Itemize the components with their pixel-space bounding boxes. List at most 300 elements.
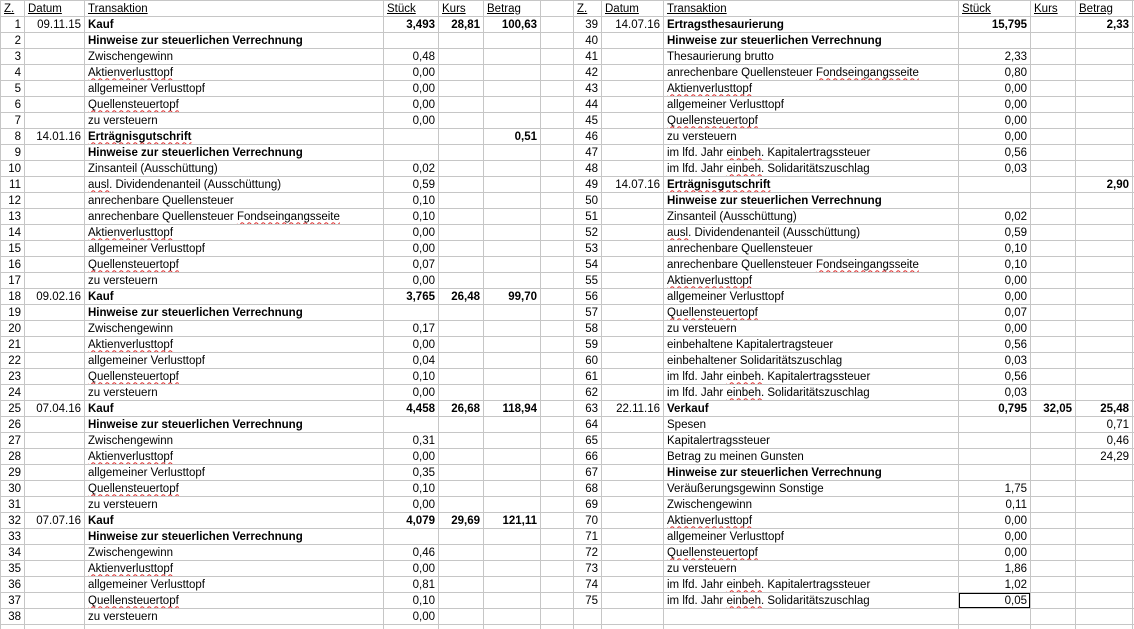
cell-stueck[interactable]: 0,07: [384, 257, 439, 273]
cell-kurs[interactable]: [439, 209, 484, 225]
cell-row-number[interactable]: 17: [1, 273, 25, 289]
cell-datum[interactable]: [602, 449, 664, 465]
cell-kurs[interactable]: 26,68: [439, 401, 484, 417]
cell-transaktion[interactable]: Hinweise zur steuerlichen Verrechnung: [85, 417, 384, 433]
cell-transaktion[interactable]: Kauf: [85, 17, 384, 33]
cell-kurs[interactable]: [439, 273, 484, 289]
cell-stueck[interactable]: 0,00: [959, 97, 1031, 113]
cell-datum[interactable]: [25, 305, 85, 321]
cell-spacer[interactable]: [541, 529, 574, 545]
column-header-transaktion[interactable]: Transaktion: [85, 1, 384, 17]
cell-transaktion[interactable]: [664, 545, 959, 561]
column-header-z[interactable]: Z.: [1, 1, 25, 17]
cell-spacer[interactable]: [541, 609, 574, 625]
cell-transaktion[interactable]: Kauf: [85, 513, 384, 529]
cell-transaktion[interactable]: [664, 305, 959, 321]
cell-row-number[interactable]: 58: [574, 321, 602, 337]
cell-betrag[interactable]: [484, 321, 541, 337]
cell-transaktion[interactable]: Hinweise zur steuerlichen Verrechnung: [664, 33, 959, 49]
cell-betrag[interactable]: [484, 337, 541, 353]
cell-betrag[interactable]: [484, 225, 541, 241]
cell-kurs[interactable]: [1031, 65, 1076, 81]
cell-kurs[interactable]: [439, 337, 484, 353]
cell-datum[interactable]: [25, 65, 85, 81]
cell-stueck[interactable]: [959, 33, 1031, 49]
column-header-kurs[interactable]: Kurs: [1031, 1, 1076, 17]
cell-row-number[interactable]: 27: [1, 433, 25, 449]
cell-betrag[interactable]: [1076, 481, 1133, 497]
cell-stueck[interactable]: 0,10: [384, 481, 439, 497]
cell-kurs[interactable]: [439, 129, 484, 145]
cell-datum[interactable]: [25, 481, 85, 497]
cell-row-number[interactable]: 21: [1, 337, 25, 353]
cell-kurs[interactable]: [439, 625, 484, 629]
cell-datum[interactable]: [25, 545, 85, 561]
cell-betrag[interactable]: [484, 417, 541, 433]
cell-betrag[interactable]: [1076, 545, 1133, 561]
cell-row-number[interactable]: 51: [574, 209, 602, 225]
cell-transaktion[interactable]: Betrag zu meinen Gunsten: [664, 449, 959, 465]
cell-stueck[interactable]: [959, 625, 1031, 629]
cell-transaktion[interactable]: zu versteuern: [85, 113, 384, 129]
cell-transaktion[interactable]: [85, 449, 384, 465]
cell-transaktion[interactable]: Hinweise zur steuerlichen Verrechnung: [85, 305, 384, 321]
cell-betrag[interactable]: [484, 209, 541, 225]
cell-stueck[interactable]: 1,02: [959, 577, 1031, 593]
cell-row-number[interactable]: 23: [1, 369, 25, 385]
cell-row-number[interactable]: 71: [574, 529, 602, 545]
cell-transaktion[interactable]: im lfd. Jahr einbeh. Solidaritätszuschlag: [664, 593, 959, 609]
cell-transaktion[interactable]: zu versteuern: [85, 497, 384, 513]
cell-stueck[interactable]: 0,03: [959, 353, 1031, 369]
cell-betrag[interactable]: [1076, 321, 1133, 337]
cell-betrag[interactable]: [1076, 273, 1133, 289]
cell-kurs[interactable]: [1031, 593, 1076, 609]
cell-datum[interactable]: [25, 465, 85, 481]
column-header-betrag[interactable]: Betrag: [1076, 1, 1133, 17]
cell-transaktion[interactable]: einbehaltener Solidaritätszuschlag: [664, 353, 959, 369]
cell-spacer[interactable]: [541, 17, 574, 33]
cell-betrag[interactable]: [1076, 241, 1133, 257]
cell-betrag[interactable]: [484, 241, 541, 257]
cell-datum[interactable]: [25, 385, 85, 401]
cell-stueck[interactable]: 0,00: [384, 113, 439, 129]
cell-transaktion[interactable]: Verkauf: [664, 401, 959, 417]
cell-stueck[interactable]: 0,00: [384, 225, 439, 241]
cell-spacer[interactable]: [541, 161, 574, 177]
cell-kurs[interactable]: [439, 545, 484, 561]
cell-kurs[interactable]: [1031, 449, 1076, 465]
cell-transaktion[interactable]: allgemeiner Verlusttopf: [85, 577, 384, 593]
cell-datum[interactable]: [25, 561, 85, 577]
cell-datum[interactable]: [602, 481, 664, 497]
cell-transaktion[interactable]: [85, 65, 384, 81]
cell-datum[interactable]: [602, 225, 664, 241]
cell-datum[interactable]: [602, 433, 664, 449]
cell-stueck[interactable]: [384, 33, 439, 49]
cell-betrag[interactable]: [1076, 561, 1133, 577]
cell-transaktion[interactable]: [85, 337, 384, 353]
cell-datum[interactable]: [602, 369, 664, 385]
cell-datum[interactable]: [25, 625, 85, 629]
cell-datum[interactable]: 09.11.15: [25, 17, 85, 33]
cell-betrag[interactable]: [484, 497, 541, 513]
cell-stueck[interactable]: 0,03: [959, 385, 1031, 401]
cell-stueck[interactable]: 0,00: [959, 273, 1031, 289]
cell-kurs[interactable]: [1031, 113, 1076, 129]
cell-datum[interactable]: [602, 513, 664, 529]
cell-spacer[interactable]: [541, 577, 574, 593]
cell-stueck[interactable]: 0,48: [384, 49, 439, 65]
cell-row-number[interactable]: 73: [574, 561, 602, 577]
cell-spacer[interactable]: [541, 97, 574, 113]
cell-row-number[interactable]: 3: [1, 49, 25, 65]
cell-datum[interactable]: [25, 433, 85, 449]
cell-row-number[interactable]: 33: [1, 529, 25, 545]
cell-betrag[interactable]: [484, 81, 541, 97]
cell-row-number[interactable]: 5: [1, 81, 25, 97]
cell-betrag[interactable]: 2,90: [1076, 177, 1133, 193]
cell-datum[interactable]: [602, 273, 664, 289]
cell-betrag[interactable]: [1076, 33, 1133, 49]
cell-kurs[interactable]: [1031, 161, 1076, 177]
cell-stueck[interactable]: 0,00: [384, 241, 439, 257]
cell-row-number[interactable]: 36: [1, 577, 25, 593]
cell-kurs[interactable]: [439, 65, 484, 81]
cell-datum[interactable]: [25, 209, 85, 225]
cell-stueck[interactable]: 4,079: [384, 513, 439, 529]
selected-cell[interactable]: 0,05: [959, 593, 1031, 609]
cell-transaktion[interactable]: einbehaltene Kapitalertragsteuer: [664, 337, 959, 353]
cell-kurs[interactable]: [1031, 433, 1076, 449]
cell-kurs[interactable]: [1031, 49, 1076, 65]
cell-betrag[interactable]: [484, 33, 541, 49]
cell-row-number[interactable]: 14: [1, 225, 25, 241]
cell-kurs[interactable]: [439, 97, 484, 113]
cell-datum[interactable]: [602, 305, 664, 321]
cell-transaktion[interactable]: zu versteuern: [664, 561, 959, 577]
cell-row-number[interactable]: 62: [574, 385, 602, 401]
cell-transaktion[interactable]: [664, 177, 959, 193]
cell-datum[interactable]: [602, 353, 664, 369]
cell-stueck[interactable]: 0,07: [959, 305, 1031, 321]
cell-kurs[interactable]: 32,05: [1031, 401, 1076, 417]
cell-transaktion[interactable]: zu versteuern: [664, 321, 959, 337]
cell-spacer[interactable]: [541, 625, 574, 629]
cell-betrag[interactable]: [1076, 81, 1133, 97]
cell-kurs[interactable]: [439, 385, 484, 401]
cell-datum[interactable]: 14.07.16: [602, 17, 664, 33]
cell-row-number[interactable]: 28: [1, 449, 25, 465]
cell-kurs[interactable]: [1031, 353, 1076, 369]
cell-datum[interactable]: [25, 241, 85, 257]
cell-betrag[interactable]: [1076, 305, 1133, 321]
cell-row-number[interactable]: 11: [1, 177, 25, 193]
cell-betrag[interactable]: [484, 97, 541, 113]
cell-kurs[interactable]: [439, 81, 484, 97]
cell-stueck[interactable]: 0,10: [384, 193, 439, 209]
cell-datum[interactable]: [25, 593, 85, 609]
cell-row-number[interactable]: 49: [574, 177, 602, 193]
cell-stueck[interactable]: 0,00: [384, 385, 439, 401]
cell-betrag[interactable]: [484, 593, 541, 609]
cell-kurs[interactable]: [439, 577, 484, 593]
cell-spacer[interactable]: [541, 241, 574, 257]
cell-stueck[interactable]: 0,00: [384, 273, 439, 289]
cell-kurs[interactable]: [1031, 193, 1076, 209]
cell-betrag[interactable]: [484, 369, 541, 385]
cell-datum[interactable]: [602, 193, 664, 209]
cell-spacer[interactable]: [541, 401, 574, 417]
cell-spacer[interactable]: [541, 65, 574, 81]
cell-row-number[interactable]: [1, 625, 25, 629]
cell-transaktion[interactable]: anrechenbare Quellensteuer Fondseingangsseite: [664, 257, 959, 273]
cell-stueck[interactable]: 1,75: [959, 481, 1031, 497]
cell-kurs[interactable]: [439, 305, 484, 321]
cell-row-number[interactable]: 50: [574, 193, 602, 209]
cell-datum[interactable]: [25, 257, 85, 273]
cell-stueck[interactable]: 0,00: [384, 81, 439, 97]
cell-row-number[interactable]: 44: [574, 97, 602, 113]
cell-betrag[interactable]: 118,94: [484, 401, 541, 417]
cell-betrag[interactable]: [484, 49, 541, 65]
cell-datum[interactable]: [25, 529, 85, 545]
cell-transaktion[interactable]: Thesaurierung brutto: [664, 49, 959, 65]
cell-kurs[interactable]: [439, 145, 484, 161]
cell-stueck[interactable]: 0,59: [384, 177, 439, 193]
cell-kurs[interactable]: [1031, 497, 1076, 513]
cell-transaktion[interactable]: ausl. Dividendenanteil (Ausschüttung): [664, 225, 959, 241]
cell-spacer[interactable]: [541, 145, 574, 161]
cell-transaktion[interactable]: im lfd. Jahr einbeh. Kapitalertragssteuer: [664, 145, 959, 161]
cell-transaktion[interactable]: Zwischengewinn: [664, 497, 959, 513]
cell-row-number[interactable]: 72: [574, 545, 602, 561]
cell-betrag[interactable]: 121,11: [484, 513, 541, 529]
cell-kurs[interactable]: [1031, 81, 1076, 97]
cell-betrag[interactable]: [484, 529, 541, 545]
cell-datum[interactable]: [602, 545, 664, 561]
cell-kurs[interactable]: [439, 177, 484, 193]
cell-datum[interactable]: 07.07.16: [25, 513, 85, 529]
cell-kurs[interactable]: [1031, 465, 1076, 481]
cell-spacer[interactable]: [541, 289, 574, 305]
cell-row-number[interactable]: 63: [574, 401, 602, 417]
cell-betrag[interactable]: [1076, 257, 1133, 273]
cell-datum[interactable]: [602, 321, 664, 337]
cell-betrag[interactable]: [1076, 145, 1133, 161]
cell-transaktion[interactable]: anrechenbare Quellensteuer Fondseingangsseite: [85, 209, 384, 225]
cell-spacer[interactable]: [541, 321, 574, 337]
cell-transaktion[interactable]: im lfd. Jahr einbeh. Solidaritätszuschlag: [664, 161, 959, 177]
cell-stueck[interactable]: [959, 433, 1031, 449]
cell-datum[interactable]: [25, 193, 85, 209]
cell-spacer[interactable]: [541, 129, 574, 145]
cell-datum[interactable]: [602, 241, 664, 257]
cell-stueck[interactable]: [959, 609, 1031, 625]
cell-betrag[interactable]: [1076, 97, 1133, 113]
cell-transaktion[interactable]: [664, 81, 959, 97]
cell-row-number[interactable]: 53: [574, 241, 602, 257]
cell-betrag[interactable]: [1076, 609, 1133, 625]
cell-transaktion[interactable]: zu versteuern: [85, 609, 384, 625]
cell-row-number[interactable]: 24: [1, 385, 25, 401]
cell-row-number[interactable]: 7: [1, 113, 25, 129]
cell-stueck[interactable]: 0,10: [959, 241, 1031, 257]
cell-kurs[interactable]: [1031, 17, 1076, 33]
cell-transaktion[interactable]: im lfd. Jahr einbeh. Kapitalertragssteuer: [664, 577, 959, 593]
cell-kurs[interactable]: [439, 497, 484, 513]
column-header-stueck[interactable]: Stück: [959, 1, 1031, 17]
cell-row-number[interactable]: 31: [1, 497, 25, 513]
cell-stueck[interactable]: 0,00: [384, 97, 439, 113]
cell-spacer[interactable]: [541, 497, 574, 513]
cell-datum[interactable]: 14.01.16: [25, 129, 85, 145]
cell-row-number[interactable]: 75: [574, 593, 602, 609]
cell-betrag[interactable]: [484, 353, 541, 369]
cell-kurs[interactable]: [439, 529, 484, 545]
cell-transaktion[interactable]: Hinweise zur steuerlichen Verrechnung: [664, 193, 959, 209]
cell-betrag[interactable]: [1076, 225, 1133, 241]
cell-transaktion[interactable]: Kauf: [85, 289, 384, 305]
cell-kurs[interactable]: 28,81: [439, 17, 484, 33]
cell-betrag[interactable]: [484, 65, 541, 81]
cell-kurs[interactable]: [439, 241, 484, 257]
cell-stueck[interactable]: 0,02: [384, 161, 439, 177]
cell-row-number[interactable]: 59: [574, 337, 602, 353]
cell-spacer[interactable]: [541, 449, 574, 465]
cell-betrag[interactable]: [484, 273, 541, 289]
cell-transaktion[interactable]: Zwischengewinn: [85, 321, 384, 337]
cell-stueck[interactable]: 0,56: [959, 145, 1031, 161]
cell-datum[interactable]: [25, 177, 85, 193]
cell-betrag[interactable]: [1076, 289, 1133, 305]
cell-spacer[interactable]: [541, 593, 574, 609]
cell-row-number[interactable]: 55: [574, 273, 602, 289]
cell-stueck[interactable]: 0,00: [384, 337, 439, 353]
cell-kurs[interactable]: [439, 49, 484, 65]
cell-betrag[interactable]: [1076, 209, 1133, 225]
cell-stueck[interactable]: [384, 129, 439, 145]
cell-stueck[interactable]: 0,56: [959, 337, 1031, 353]
cell-row-number[interactable]: 16: [1, 257, 25, 273]
cell-datum[interactable]: [602, 145, 664, 161]
cell-kurs[interactable]: [1031, 417, 1076, 433]
cell-transaktion[interactable]: Hinweise zur steuerlichen Verrechnung: [664, 465, 959, 481]
cell-kurs[interactable]: [439, 225, 484, 241]
cell-stueck[interactable]: 0,35: [384, 465, 439, 481]
cell-spacer[interactable]: [541, 353, 574, 369]
cell-betrag[interactable]: 0,46: [1076, 433, 1133, 449]
cell-datum[interactable]: [602, 417, 664, 433]
cell-kurs[interactable]: [439, 593, 484, 609]
cell-row-number[interactable]: 56: [574, 289, 602, 305]
cell-row-number[interactable]: 22: [1, 353, 25, 369]
cell-transaktion[interactable]: Hinweise zur steuerlichen Verrechnung: [85, 529, 384, 545]
cell-transaktion[interactable]: [85, 481, 384, 497]
column-header-kurs[interactable]: Kurs: [439, 1, 484, 17]
cell-betrag[interactable]: [484, 257, 541, 273]
cell-stueck[interactable]: 1,86: [959, 561, 1031, 577]
cell-stueck[interactable]: 0,56: [959, 369, 1031, 385]
cell-betrag[interactable]: 0,51: [484, 129, 541, 145]
cell-datum[interactable]: [602, 625, 664, 629]
column-header-z[interactable]: Z.: [574, 1, 602, 17]
cell-stueck[interactable]: [959, 417, 1031, 433]
cell-betrag[interactable]: [1076, 465, 1133, 481]
cell-row-number[interactable]: 18: [1, 289, 25, 305]
cell-stueck[interactable]: [959, 177, 1031, 193]
cell-datum[interactable]: [25, 369, 85, 385]
cell-transaktion[interactable]: [664, 609, 959, 625]
cell-row-number[interactable]: 57: [574, 305, 602, 321]
cell-transaktion[interactable]: zu versteuern: [85, 385, 384, 401]
cell-spacer[interactable]: [541, 481, 574, 497]
cell-row-number[interactable]: 70: [574, 513, 602, 529]
cell-stueck[interactable]: 0,00: [959, 545, 1031, 561]
cell-kurs[interactable]: [1031, 273, 1076, 289]
cell-kurs[interactable]: [1031, 209, 1076, 225]
cell-transaktion[interactable]: Zinsanteil (Ausschüttung): [664, 209, 959, 225]
cell-kurs[interactable]: [1031, 561, 1076, 577]
cell-betrag[interactable]: [1076, 193, 1133, 209]
cell-transaktion[interactable]: allgemeiner Verlusttopf: [85, 465, 384, 481]
cell-stueck[interactable]: 0,00: [959, 129, 1031, 145]
cell-row-number[interactable]: 40: [574, 33, 602, 49]
cell-datum[interactable]: [25, 337, 85, 353]
cell-transaktion[interactable]: zu versteuern: [664, 129, 959, 145]
cell-kurs[interactable]: [1031, 337, 1076, 353]
cell-spacer[interactable]: [541, 257, 574, 273]
cell-row-number[interactable]: 74: [574, 577, 602, 593]
cell-transaktion[interactable]: allgemeiner Verlusttopf: [85, 241, 384, 257]
cell-datum[interactable]: [25, 81, 85, 97]
cell-row-number[interactable]: 25: [1, 401, 25, 417]
cell-betrag[interactable]: [484, 465, 541, 481]
cell-transaktion[interactable]: [664, 113, 959, 129]
cell-kurs[interactable]: [1031, 145, 1076, 161]
cell-betrag[interactable]: [1076, 161, 1133, 177]
cell-transaktion[interactable]: Veräußerungsgewinn Sonstige: [664, 481, 959, 497]
cell-kurs[interactable]: [1031, 129, 1076, 145]
cell-row-number[interactable]: 8: [1, 129, 25, 145]
cell-datum[interactable]: [602, 385, 664, 401]
cell-stueck[interactable]: 0,00: [959, 113, 1031, 129]
cell-datum[interactable]: [602, 337, 664, 353]
cell-spacer[interactable]: [541, 305, 574, 321]
cell-spacer[interactable]: [541, 337, 574, 353]
cell-transaktion[interactable]: Ertragsthesaurierung: [664, 17, 959, 33]
cell-row-number[interactable]: 38: [1, 609, 25, 625]
cell-row-number[interactable]: 43: [574, 81, 602, 97]
cell-stueck[interactable]: 0,59: [959, 225, 1031, 241]
cell-row-number[interactable]: 48: [574, 161, 602, 177]
cell-stueck[interactable]: 0,02: [959, 209, 1031, 225]
cell-kurs[interactable]: [1031, 625, 1076, 629]
cell-transaktion[interactable]: anrechenbare Quellensteuer: [85, 193, 384, 209]
cell-spacer[interactable]: [541, 193, 574, 209]
cell-datum[interactable]: [602, 49, 664, 65]
cell-row-number[interactable]: 9: [1, 145, 25, 161]
cell-spacer[interactable]: [541, 49, 574, 65]
cell-stueck[interactable]: 0,03: [959, 161, 1031, 177]
column-header-betrag[interactable]: Betrag: [484, 1, 541, 17]
cell-betrag[interactable]: [1076, 49, 1133, 65]
cell-datum[interactable]: [25, 161, 85, 177]
cell-row-number[interactable]: 32: [1, 513, 25, 529]
cell-kurs[interactable]: [1031, 577, 1076, 593]
cell-stueck[interactable]: 0,10: [384, 369, 439, 385]
cell-kurs[interactable]: 26,48: [439, 289, 484, 305]
